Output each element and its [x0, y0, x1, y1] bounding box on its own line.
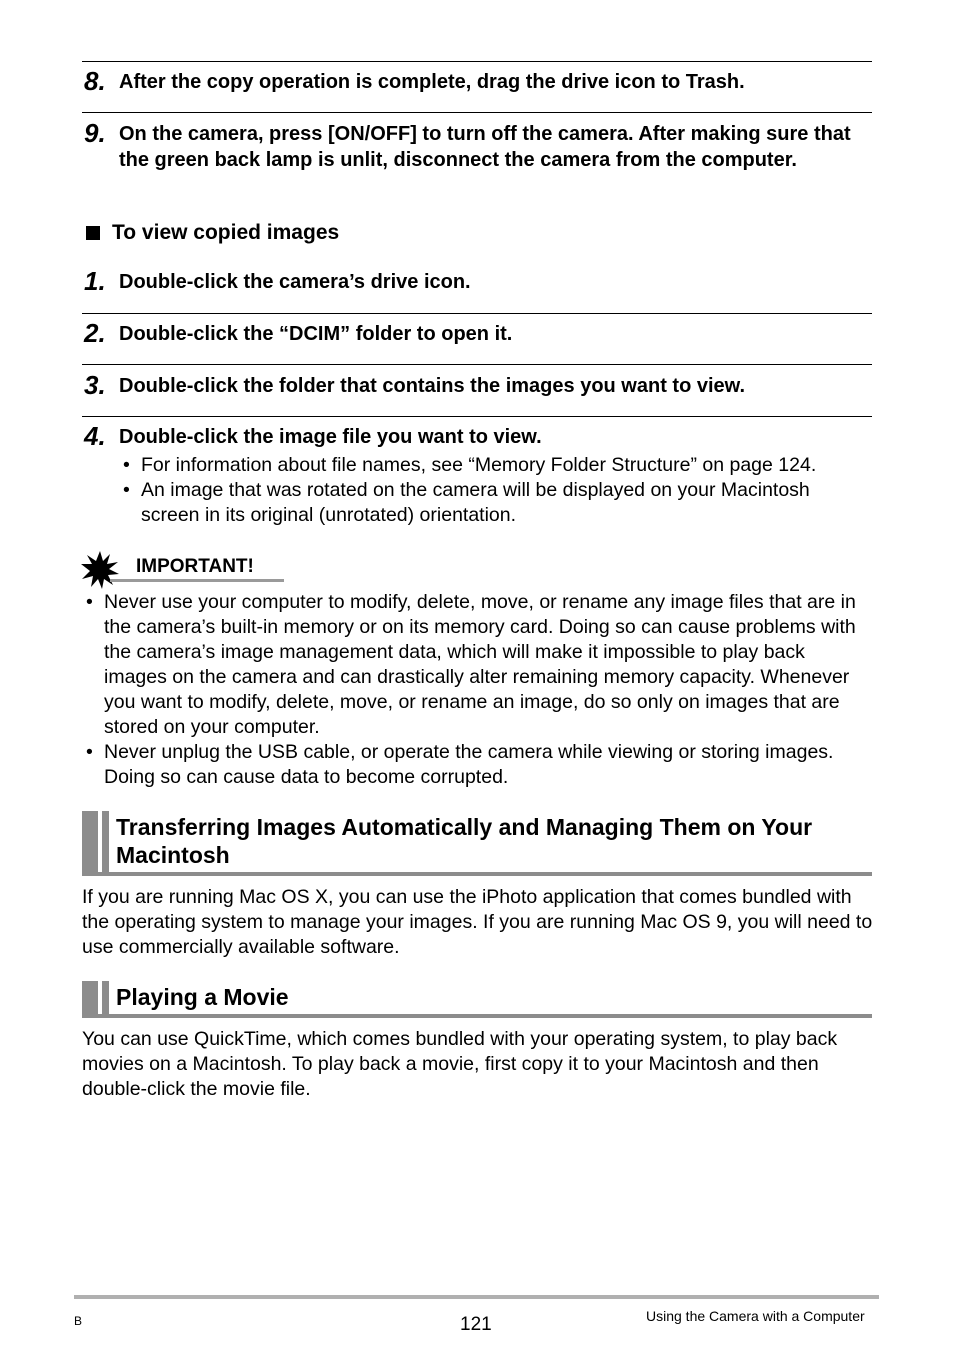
step-number: 8. — [84, 66, 106, 96]
important-label: IMPORTANT! — [136, 556, 254, 577]
step-text: Double-click the “DCIM” folder to open it. — [119, 323, 513, 345]
step-text: After the copy operation is complete, drag the drive icon to Trash. — [119, 71, 745, 93]
section-underline — [82, 872, 872, 876]
step-number: 4. — [84, 421, 106, 451]
subsection-title: To view copied images — [112, 221, 340, 244]
bullet-text: For information about file names, see “Memory Folder Structure” on page 124. — [141, 454, 817, 476]
bullet-text: Never use your computer to modify, delete, move, or rename any image files that are in the camera’s built-in memory or on its memory card. Doing so can cause problems with the camera’s image management data, which will make it impossible to play back images on the camera and can drastically alter remaining memory capacity. Whenever you want to modify, delete, move, or rename an image, do so only on images that are stored on your computer. — [104, 591, 856, 738]
section-underline — [82, 1014, 872, 1018]
step-text: On the camera, press [ON/OFF] to turn off the camera. After making sure that the green back lamp is unlit, disconnect the camera from the computer. — [119, 123, 851, 171]
rule-top — [82, 61, 872, 62]
step-number: 3. — [84, 370, 106, 400]
rule-divider — [82, 112, 872, 113]
section-title: Playing a Movie — [116, 984, 289, 1010]
bullet-dot: • — [123, 479, 130, 501]
footer-chapter-title: Using the Camera with a Computer — [646, 1308, 865, 1324]
footer-rule — [74, 1295, 879, 1299]
section-title: Transferring Images Automatically and Managing Them on Your Macintosh — [116, 814, 813, 868]
square-bullet-icon — [86, 226, 100, 240]
section-bar-light — [102, 981, 109, 1016]
bullet-dot: • — [86, 741, 93, 763]
section-body: You can use QuickTime, which comes bundled with your operating system, to play back movies on a Macintosh. To play back a movie, first copy it to your Macintosh and then double-click the movie file. — [82, 1028, 838, 1100]
footer-left-mark: B — [74, 1314, 83, 1328]
rule-divider — [82, 313, 872, 314]
section-bar-light — [102, 811, 109, 874]
step-text: Double-click the folder that contains the images you want to view. — [119, 375, 746, 397]
rule-divider — [82, 416, 872, 417]
starburst-icon — [81, 551, 119, 589]
rule-divider — [82, 364, 872, 365]
bullet-text: An image that was rotated on the camera will be displayed on your Macintosh screen in its original (unrotated) orientation. — [141, 479, 810, 526]
section-body: If you are running Mac OS X, you can use the iPhoto application that comes bundled with the operating system to manage your images. If you are running Mac OS 9, you will need to use commercially available software. — [82, 886, 873, 958]
page-number: 121 — [460, 1314, 492, 1335]
step-number: 2. — [84, 318, 106, 348]
important-underline — [110, 579, 284, 582]
section-bar-dark — [82, 981, 98, 1016]
step-number: 1. — [84, 266, 106, 296]
step-text: Double-click the camera’s drive icon. — [119, 271, 471, 293]
bullet-dot: • — [86, 591, 93, 613]
bullet-dot: • — [123, 454, 130, 476]
step-number: 9. — [84, 118, 106, 148]
section-bar-dark — [82, 811, 98, 874]
step-text: Double-click the image file you want to view. — [119, 426, 542, 448]
bullet-text: Never unplug the USB cable, or operate the camera while viewing or storing images. Doing so can cause data to become corrupted. — [104, 741, 834, 788]
